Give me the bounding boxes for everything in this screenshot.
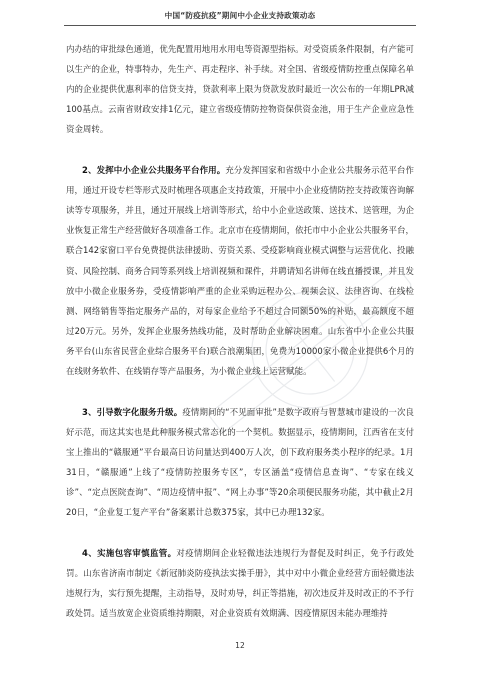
paragraph-heading: 3、引导数字化服务升级。 [82, 406, 183, 417]
paragraph-text: 充分发挥国家和省级中小企业公共服务示范平台作用，通过开设专栏等形式及时梳理各项惠企支持政策，开展中小企业疫情防控支持政策咨询解读等专项服务，并且，通过开展线上培训等形式，给中小企业送政策、送技术、送管理，为企业恢复正常生产经营做好各项准备工作。北京市在疫情期间，依托市中小企业公共服务平台，联合142家窗口平台免费提供法律援助、劳资关系、受疫影响商业模式调整与运营优化、投融资、风险控制、商务合同等系列线上培训视频和课件，并聘请知名讲师在线直播授课，并且发放中小微企业服务券，受疫情影响严重的企业采购远程办公、视频会议、法律咨询、在线检测、网络销售等指定服务产品的，对每家企业给予不超过合同额50%的补贴，最高额度不超过20万元。另外，发挥企业服务热线功能，及时帮助企业解决困难。山东省中小企业公共服务平台(山东省民营企业综合服务平台)联合浪潮集团，免费为10000家小微企业提供6个月的在线财务软件、在线销存等产品服务，为小微企业线上运营赋能。 [66, 165, 414, 376]
paragraph-3 [66, 402, 414, 523]
paragraph-gap [66, 522, 414, 543]
paragraph-1 [66, 39, 414, 139]
paragraph-text: 对疫情期间企业轻微违法违规行为督促及时纠正，免予行政处罚。山东省济南市制定《新冠肺炎防疫执法实操手册》，其中对中小微企业经营方面轻微违法违规行为，实行预先提醒，主动指导，及时劝导，纠正等措施，初次违反并及时改正的不予行政处罚。适当放宽企业资质维持期限，对企业资质有效期满、因疫情原因未能办理维持 [66, 547, 415, 619]
paragraph-gap [66, 381, 414, 402]
paragraph-gap [66, 139, 414, 160]
running-header: 中国“防疫抗疫”期间中小企业支持政策动态 [164, 11, 316, 20]
paragraph-text: 内办结的审批绿色通道，优先配置用地用水用电等资源型指标。对受资质条件限制，有产能可以生产的企业，特事特办，先生产、再走程序、补手续。对全国、省级疫情防控重点保障名单内的企业提供优惠利率的信贷支持，贷款利率上限为贷款发放时最近一次公布的一年期LPR减100基点。云南省财政安排1亿元，建立省级疫情防控物资保供资金池，用于生产企业应急性资金周转。 [66, 44, 414, 135]
paragraph-heading: 2、发挥中小企业公共服务平台作用。 [82, 165, 226, 176]
paragraph-heading: 4、实施包容审慎监管。 [82, 547, 177, 558]
paragraph-4 [66, 543, 414, 623]
paragraph-text: 疫情期间的“不见面审批”是数字政府与智慧城市建设的一次良好示范，而这其实也是此种服务模式常态化的一个契机。数据显示，疫情期间，江西省在支付宝上推出的“赣服通”平台最高日访问量达到400万人次，创下政府服务类小程序的纪录。1月31日，“赣服通”上线了“疫情防控服务专区”，专区涵盖“疫情信息查询”、“专家在线义诊”、“定点医院查询”、“周边疫情申报”、“网上办事”等20余项便民服务功能，其中截止2月20日，“企业复工复产平台”备案累计总数375家，其中已办理132家。 [66, 406, 414, 518]
body-text [66, 39, 414, 623]
paragraph-2 [66, 160, 414, 381]
page-number: 12 [235, 641, 245, 650]
header-rule [64, 25, 416, 26]
